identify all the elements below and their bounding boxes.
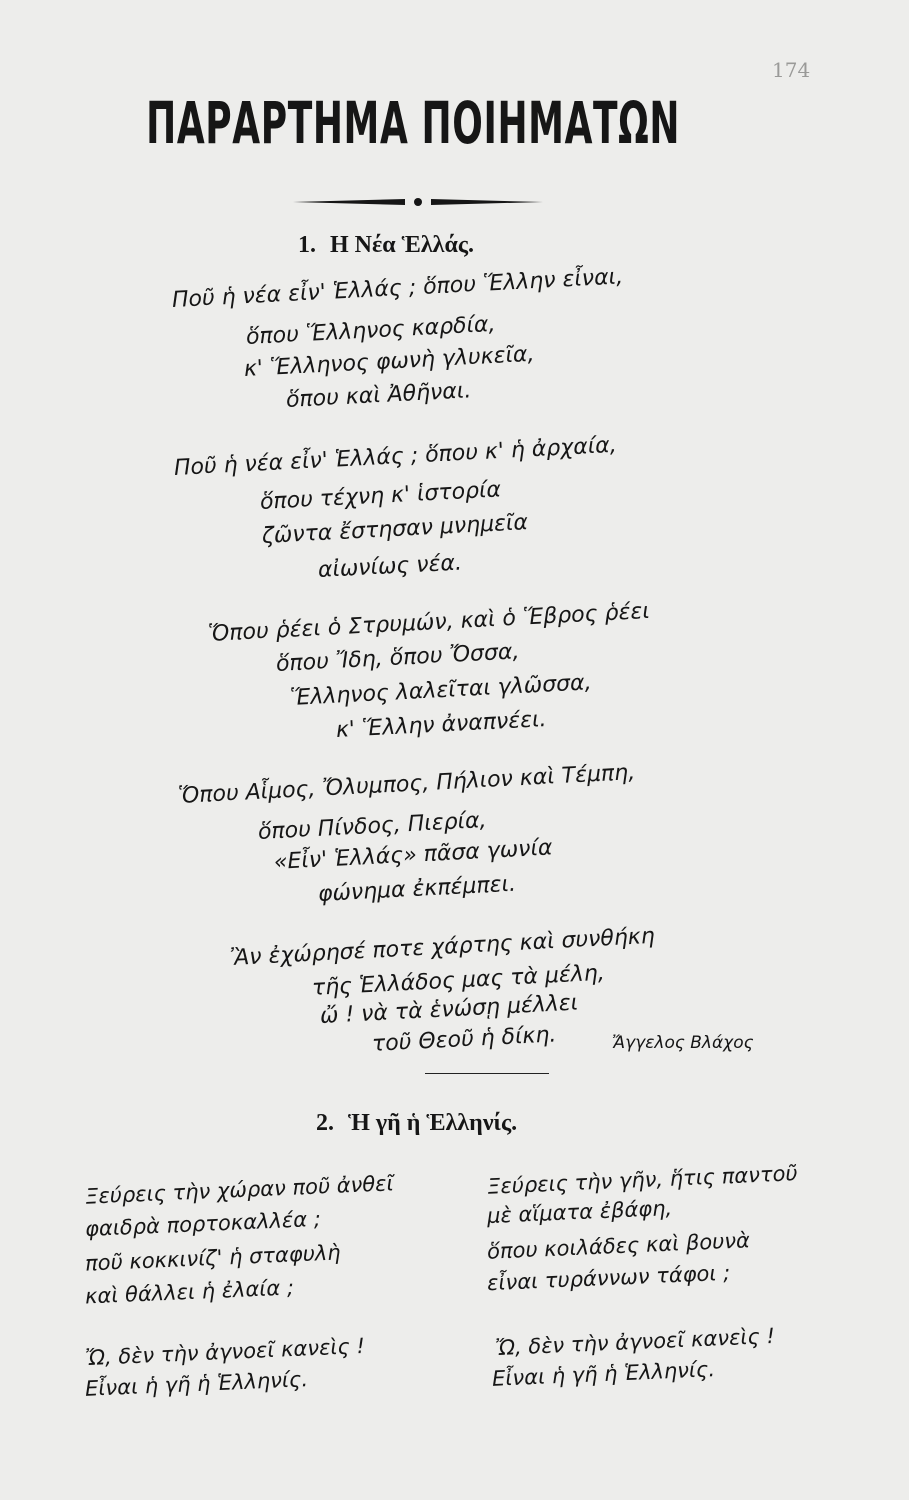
poem1-s1-line4: ὅπου καὶ Ἀθῆναι. xyxy=(285,378,472,413)
poem1-author: Ἄγγελος Βλάχος xyxy=(612,1033,754,1053)
poem2-left-line6: Εἶναι ἡ γῆ ἡ Ἑλληνίς. xyxy=(84,1367,309,1401)
poem1-s5-line2: τῆς Ἑλλάδος μας τὰ μέλη, xyxy=(311,960,606,1001)
poem2-right-line5: Ὤ, δὲν τὴν ἀγνοεῖ κανεὶς ! xyxy=(494,1323,776,1361)
poem2-right-line6: Εἶναι ἡ γῆ ἡ Ἑλληνίς. xyxy=(491,1357,716,1391)
poem1-s3-line2: ὅπου Ἴδη, ὅπου Ὄσσα, xyxy=(275,639,521,677)
poem2-title: Ἡ γῆ ἡ Ἑλληνίς. xyxy=(348,1110,518,1136)
poem2-left-line2: φαιδρὰ πορτοκαλλέα ; xyxy=(84,1206,322,1242)
poem1-s3-line4: κ' Ἕλλην ἀναπνέει. xyxy=(335,706,548,743)
poem1-s2-line3: ζῶντα ἔστησαν μνημεῖα xyxy=(261,510,529,549)
title-ornament xyxy=(293,196,543,208)
poem1-s1-line2: ὅπου Ἕλληνος καρδία, xyxy=(245,311,497,350)
poem1-s4-line4: φώνημα ἐκπέμπει. xyxy=(317,871,517,907)
poem1-s3-line1: Ὅπου ῥέει ὁ Στρυμών, καὶ ὁ Ἕβρος ῥέει xyxy=(207,598,651,647)
poem2-heading xyxy=(316,1110,517,1137)
poem2-left-line1: Ξεύρεις τὴν χώραν ποῦ ἀνθεῖ xyxy=(84,1171,395,1209)
section-divider xyxy=(425,1073,549,1074)
poem1-s2-line1: Ποῦ ἡ νέα εἶν' Ἑλλάς ; ὅπου κ' ἡ ἀρχαία, xyxy=(173,432,618,481)
poem1-s5-line1: Ἂν ἐχώρησέ ποτε χάρτης καὶ συνθήκη xyxy=(229,923,656,971)
page-title: ΠΑΡΑΡΤΗΜΑ ΠΟΙΗΜΑΤΩΝ xyxy=(146,89,681,157)
poem1-s5-line4: τοῦ Θεοῦ ἡ δίκη. xyxy=(371,1022,557,1057)
poem2-number: 2. xyxy=(316,1110,334,1136)
page-number: 174 xyxy=(772,58,811,82)
poem2-left-line3: ποῦ κοκκινίζ' ἡ σταφυλὴ xyxy=(84,1240,342,1276)
poem2-right-line2: μὲ αἵματα ἐβάφη, xyxy=(486,1195,673,1229)
poem1-s2-line2: ὅπου τέχνη κ' ἱστορία xyxy=(259,477,502,515)
poem1-s4-line3: «Εἶν' Ἑλλάς» πᾶσα γωνία xyxy=(273,835,554,875)
poem2-right-line1: Ξεύρεις τὴν γῆν, ἥτις παντοῦ xyxy=(486,1161,799,1199)
poem1-s1-line3: κ' Ἕλληνος φωνὴ γλυκεῖα, xyxy=(243,341,536,382)
poem1-s3-line3: Ἕλληνος λαλεῖται γλῶσσα, xyxy=(289,670,593,711)
poem2-right-line4: εἶναι τυράννων τάφοι ; xyxy=(486,1260,731,1296)
poem2-right-line3: ὅπου κοιλάδες καὶ βουνὰ xyxy=(486,1228,751,1264)
poem2-left-line5: Ὤ, δὲν τὴν ἀγνοεῖ κανεὶς ! xyxy=(84,1333,366,1371)
poem1-number: 1. xyxy=(298,232,316,258)
poem2-left-line4: καὶ θάλλει ἡ ἐλαία ; xyxy=(84,1275,295,1309)
poem1-s2-line4: αἰωνίως νέα. xyxy=(317,550,463,583)
poem1-s5-line3: ὤ ! νὰ τὰ ἑνώσῃ μέλλει xyxy=(319,990,579,1029)
poem1-s4-line2: ὅπου Πίνδος, Πιερία, xyxy=(257,808,488,845)
poem1-s4-line1: Ὅπου Αἷμος, Ὄλυμπος, Πήλιον καὶ Τέμπη, xyxy=(177,760,636,809)
poem1-title: Η Νέα Ἑλλάς. xyxy=(330,232,474,258)
poem1-s1-line1: Ποῦ ἡ νέα εἶν' Ἑλλάς ; ὅπου Ἕλλην εἶναι, xyxy=(171,264,624,313)
poem1-heading xyxy=(298,232,474,259)
